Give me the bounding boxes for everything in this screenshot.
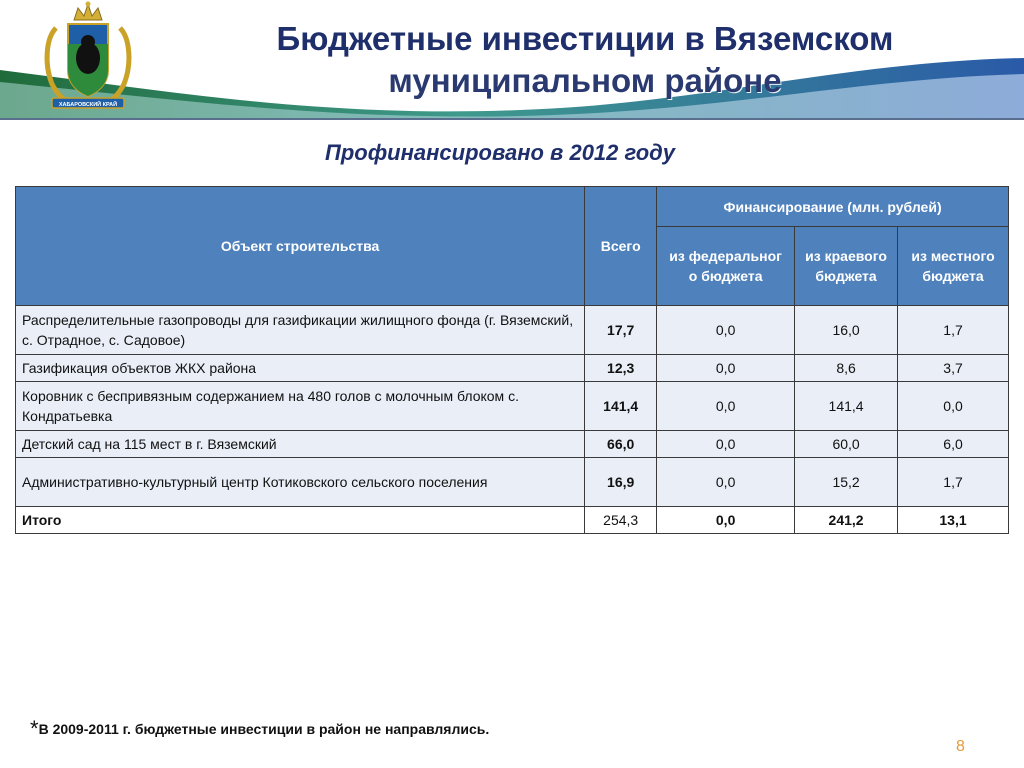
footnote-text: В 2009-2011 г. бюджетные инвестиции в район не направлялись. <box>38 721 490 737</box>
header-divider <box>0 118 1024 120</box>
row-local: 0,0 <box>898 382 1009 431</box>
row-total: 17,7 <box>585 306 657 355</box>
table-row <box>16 431 1009 458</box>
header-regional: из краевого бюджета <box>795 227 898 306</box>
table-row <box>16 355 1009 382</box>
footnote <box>30 716 489 742</box>
emblem-ribbon-text: ХАБАРОВСКИЙ КРАЙ <box>58 102 118 108</box>
coat-of-arms-icon <box>42 0 134 112</box>
total-row-regional: 241,2 <box>795 507 898 534</box>
page-title-line1: Бюджетные инвестиции в Вяземском <box>276 20 894 57</box>
header-local: из местного бюджета <box>898 227 1009 306</box>
row-total: 12,3 <box>585 355 657 382</box>
row-total: 16,9 <box>585 458 657 507</box>
table-row <box>16 306 1009 355</box>
row-local: 6,0 <box>898 431 1009 458</box>
row-regional: 16,0 <box>795 306 898 355</box>
row-object-name: Детский сад на 115 мест в г. Вяземский <box>16 431 585 458</box>
row-local: 1,7 <box>898 458 1009 507</box>
table-row <box>16 458 1009 507</box>
row-regional: 15,2 <box>795 458 898 507</box>
header-total: Всего <box>585 187 657 306</box>
page-number: 8 <box>956 738 965 755</box>
header-object: Объект строительства <box>16 187 585 306</box>
row-object-name: Административно-культурный центр Котиковского сельского поселения <box>16 458 585 507</box>
table-row <box>16 382 1009 431</box>
table-caption: Профинансировано в 2012 году <box>325 140 675 165</box>
header-financing: Финансирование (млн. рублей) <box>657 187 1009 227</box>
row-object-name: Коровник с беспривязным содержанием на 480 голов с молочным блоком с. Кондратьевка <box>16 382 585 431</box>
slide-header <box>0 0 1024 120</box>
row-object-name: Газификация объектов ЖКХ района <box>16 355 585 382</box>
footnote-star: * <box>30 716 39 741</box>
investment-table <box>15 186 1009 534</box>
row-federal: 0,0 <box>657 431 795 458</box>
row-total: 66,0 <box>585 431 657 458</box>
row-local: 1,7 <box>898 306 1009 355</box>
row-regional: 8,6 <box>795 355 898 382</box>
page-title-line2: муниципальном районе <box>388 62 782 99</box>
row-federal: 0,0 <box>657 382 795 431</box>
row-federal: 0,0 <box>657 306 795 355</box>
header-federal: из федеральног о бюджета <box>657 227 795 306</box>
row-regional: 60,0 <box>795 431 898 458</box>
total-row-total: 254,3 <box>585 507 657 534</box>
total-row-label: Итого <box>16 507 585 534</box>
total-row-federal: 0,0 <box>657 507 795 534</box>
page-title <box>170 18 1000 102</box>
row-federal: 0,0 <box>657 458 795 507</box>
row-regional: 141,4 <box>795 382 898 431</box>
row-total: 141,4 <box>585 382 657 431</box>
row-federal: 0,0 <box>657 355 795 382</box>
row-local: 3,7 <box>898 355 1009 382</box>
table-total-row <box>16 507 1009 534</box>
total-row-local: 13,1 <box>898 507 1009 534</box>
row-object-name: Распределительные газопроводы для газификации жилищного фонда (г. Вяземский, с. Отрадное, с. Садовое) <box>16 306 585 355</box>
